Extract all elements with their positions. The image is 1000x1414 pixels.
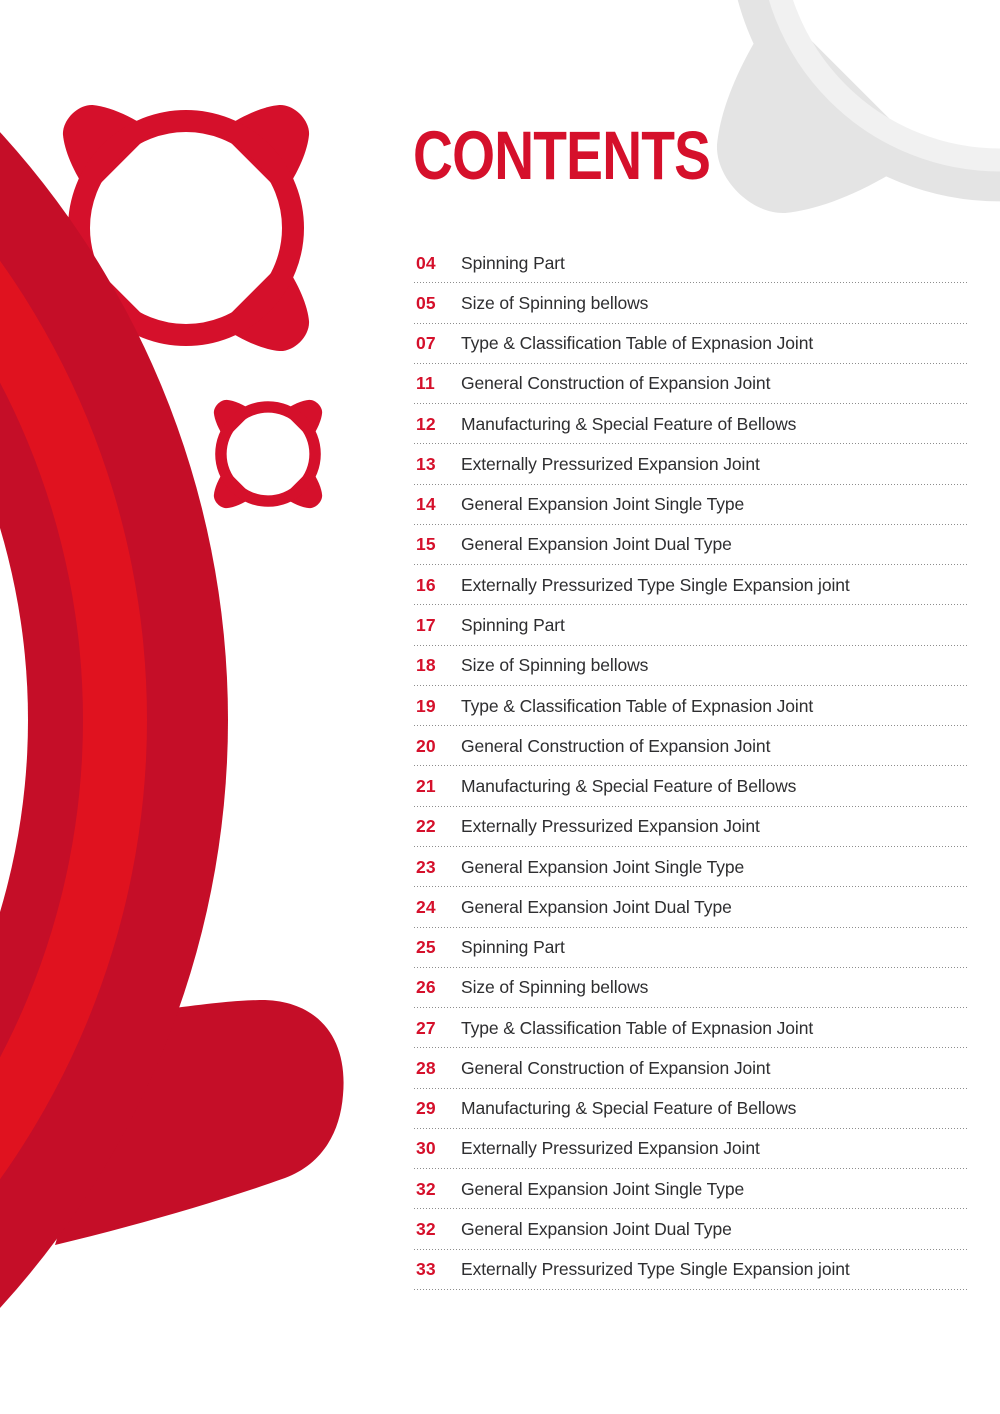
toc-row[interactable] [414, 766, 968, 806]
toc-row[interactable] [414, 485, 968, 525]
toc-item-title: Manufacturing & Special Feature of Bellows [461, 413, 797, 434]
toc-row[interactable] [414, 887, 968, 927]
toc-row[interactable] [414, 364, 968, 404]
toc-row[interactable] [414, 726, 968, 766]
toc-page-number: 20 [416, 735, 436, 756]
toc-item-title: Manufacturing & Special Feature of Bellows [461, 1098, 797, 1119]
toc-item-title: General Expansion Joint Single Type [461, 856, 745, 877]
toc-item-title: Size of Spinning bellows [461, 977, 649, 998]
toc-page-number: 32 [416, 1219, 436, 1239]
toc-page-number: 26 [416, 977, 436, 998]
page-title: CONTENTS [413, 117, 711, 194]
toc-row[interactable] [414, 605, 968, 645]
toc-item-title: General Expansion Joint Dual Type [461, 534, 732, 555]
toc-item-title: Size of Spinning bellows [461, 292, 649, 313]
toc-page-number: 19 [416, 695, 436, 716]
toc-item-title: Externally Pressurized Type Single Expansion joint [461, 574, 850, 595]
toc-page-number: 21 [416, 776, 436, 797]
toc-row[interactable] [414, 525, 968, 565]
toc-page-number: 29 [416, 1098, 436, 1119]
toc-page-number: 23 [416, 856, 436, 877]
toc-row[interactable] [414, 646, 968, 686]
toc-item-title: Externally Pressurized Type Single Expansion joint [461, 1259, 850, 1280]
toc-page-number: 16 [416, 574, 436, 595]
toc-page-number: 32 [416, 1178, 436, 1199]
toc-page-number: 18 [416, 655, 436, 676]
toc-row[interactable] [414, 1048, 968, 1088]
toc-row[interactable] [414, 324, 968, 364]
toc-item-title: Type & Classification Table of Expnasion Joint [461, 695, 814, 716]
toc-item-title: General Construction of Expansion Joint [461, 735, 771, 756]
toc-row[interactable] [414, 283, 968, 323]
toc-row[interactable] [414, 968, 968, 1008]
toc-page-number: 33 [416, 1259, 436, 1280]
toc-row[interactable] [414, 1089, 968, 1129]
toc-row[interactable] [414, 1209, 968, 1249]
toc-page-number: 04 [416, 252, 436, 273]
toc-page-number: 22 [416, 816, 436, 837]
toc-row[interactable] [414, 847, 968, 887]
toc-row[interactable] [414, 1250, 968, 1290]
toc-page-number: 30 [416, 1138, 436, 1159]
toc-page-number: 05 [416, 292, 436, 313]
toc-page-number: 13 [416, 453, 436, 474]
toc-item-title: Spinning Part [461, 937, 565, 958]
toc-item-title: Spinning Part [461, 252, 565, 273]
toc-item-title: Externally Pressurized Expansion Joint [461, 816, 760, 837]
toc-row[interactable] [414, 928, 968, 968]
toc-item-title: Externally Pressurized Expansion Joint [461, 453, 760, 474]
toc-item-title: Type & Classification Table of Expnasion Joint [461, 333, 814, 354]
dotted-separator [414, 1289, 968, 1290]
toc-row[interactable] [414, 243, 968, 283]
toc-item-title: General Expansion Joint Single Type [461, 494, 745, 515]
toc-item-title: Externally Pressurized Expansion Joint [461, 1138, 760, 1159]
small-bellows-ring-icon [204, 390, 332, 518]
toc-item-title: General Expansion Joint Dual Type [461, 1219, 732, 1239]
toc-page-number: 25 [416, 937, 436, 958]
toc-page-number: 12 [416, 413, 436, 434]
toc-page-number: 17 [416, 615, 436, 636]
gray-bellows-ring-icon [665, 0, 1000, 265]
toc-item-title: Spinning Part [461, 615, 565, 636]
toc-row[interactable] [414, 565, 968, 605]
toc-item-title: General Expansion Joint Single Type [461, 1178, 745, 1199]
toc-item-title: General Expansion Joint Dual Type [461, 896, 732, 917]
toc-page-number: 11 [416, 373, 435, 394]
toc-item-title: Type & Classification Table of Expnasion Joint [461, 1017, 814, 1038]
toc-page-number: 24 [416, 896, 436, 917]
toc-page-number: 28 [416, 1057, 436, 1078]
toc-row[interactable] [414, 807, 968, 847]
toc-row[interactable] [414, 1129, 968, 1169]
toc-item-title: Manufacturing & Special Feature of Bellows [461, 776, 797, 797]
toc-page-number: 15 [416, 534, 436, 555]
toc-item-title: General Construction of Expansion Joint [461, 373, 771, 394]
toc-row[interactable] [414, 404, 968, 444]
toc-row[interactable] [414, 686, 968, 726]
toc-page-number: 14 [416, 494, 436, 515]
toc-row[interactable] [414, 444, 968, 484]
toc-row[interactable] [414, 1008, 968, 1048]
toc-item-title: General Construction of Expansion Joint [461, 1057, 771, 1078]
toc-page-number: 07 [416, 333, 436, 354]
table-of-contents [414, 243, 968, 1290]
toc-page-number: 27 [416, 1017, 436, 1038]
toc-row[interactable] [414, 1169, 968, 1209]
toc-item-title: Size of Spinning bellows [461, 655, 649, 676]
